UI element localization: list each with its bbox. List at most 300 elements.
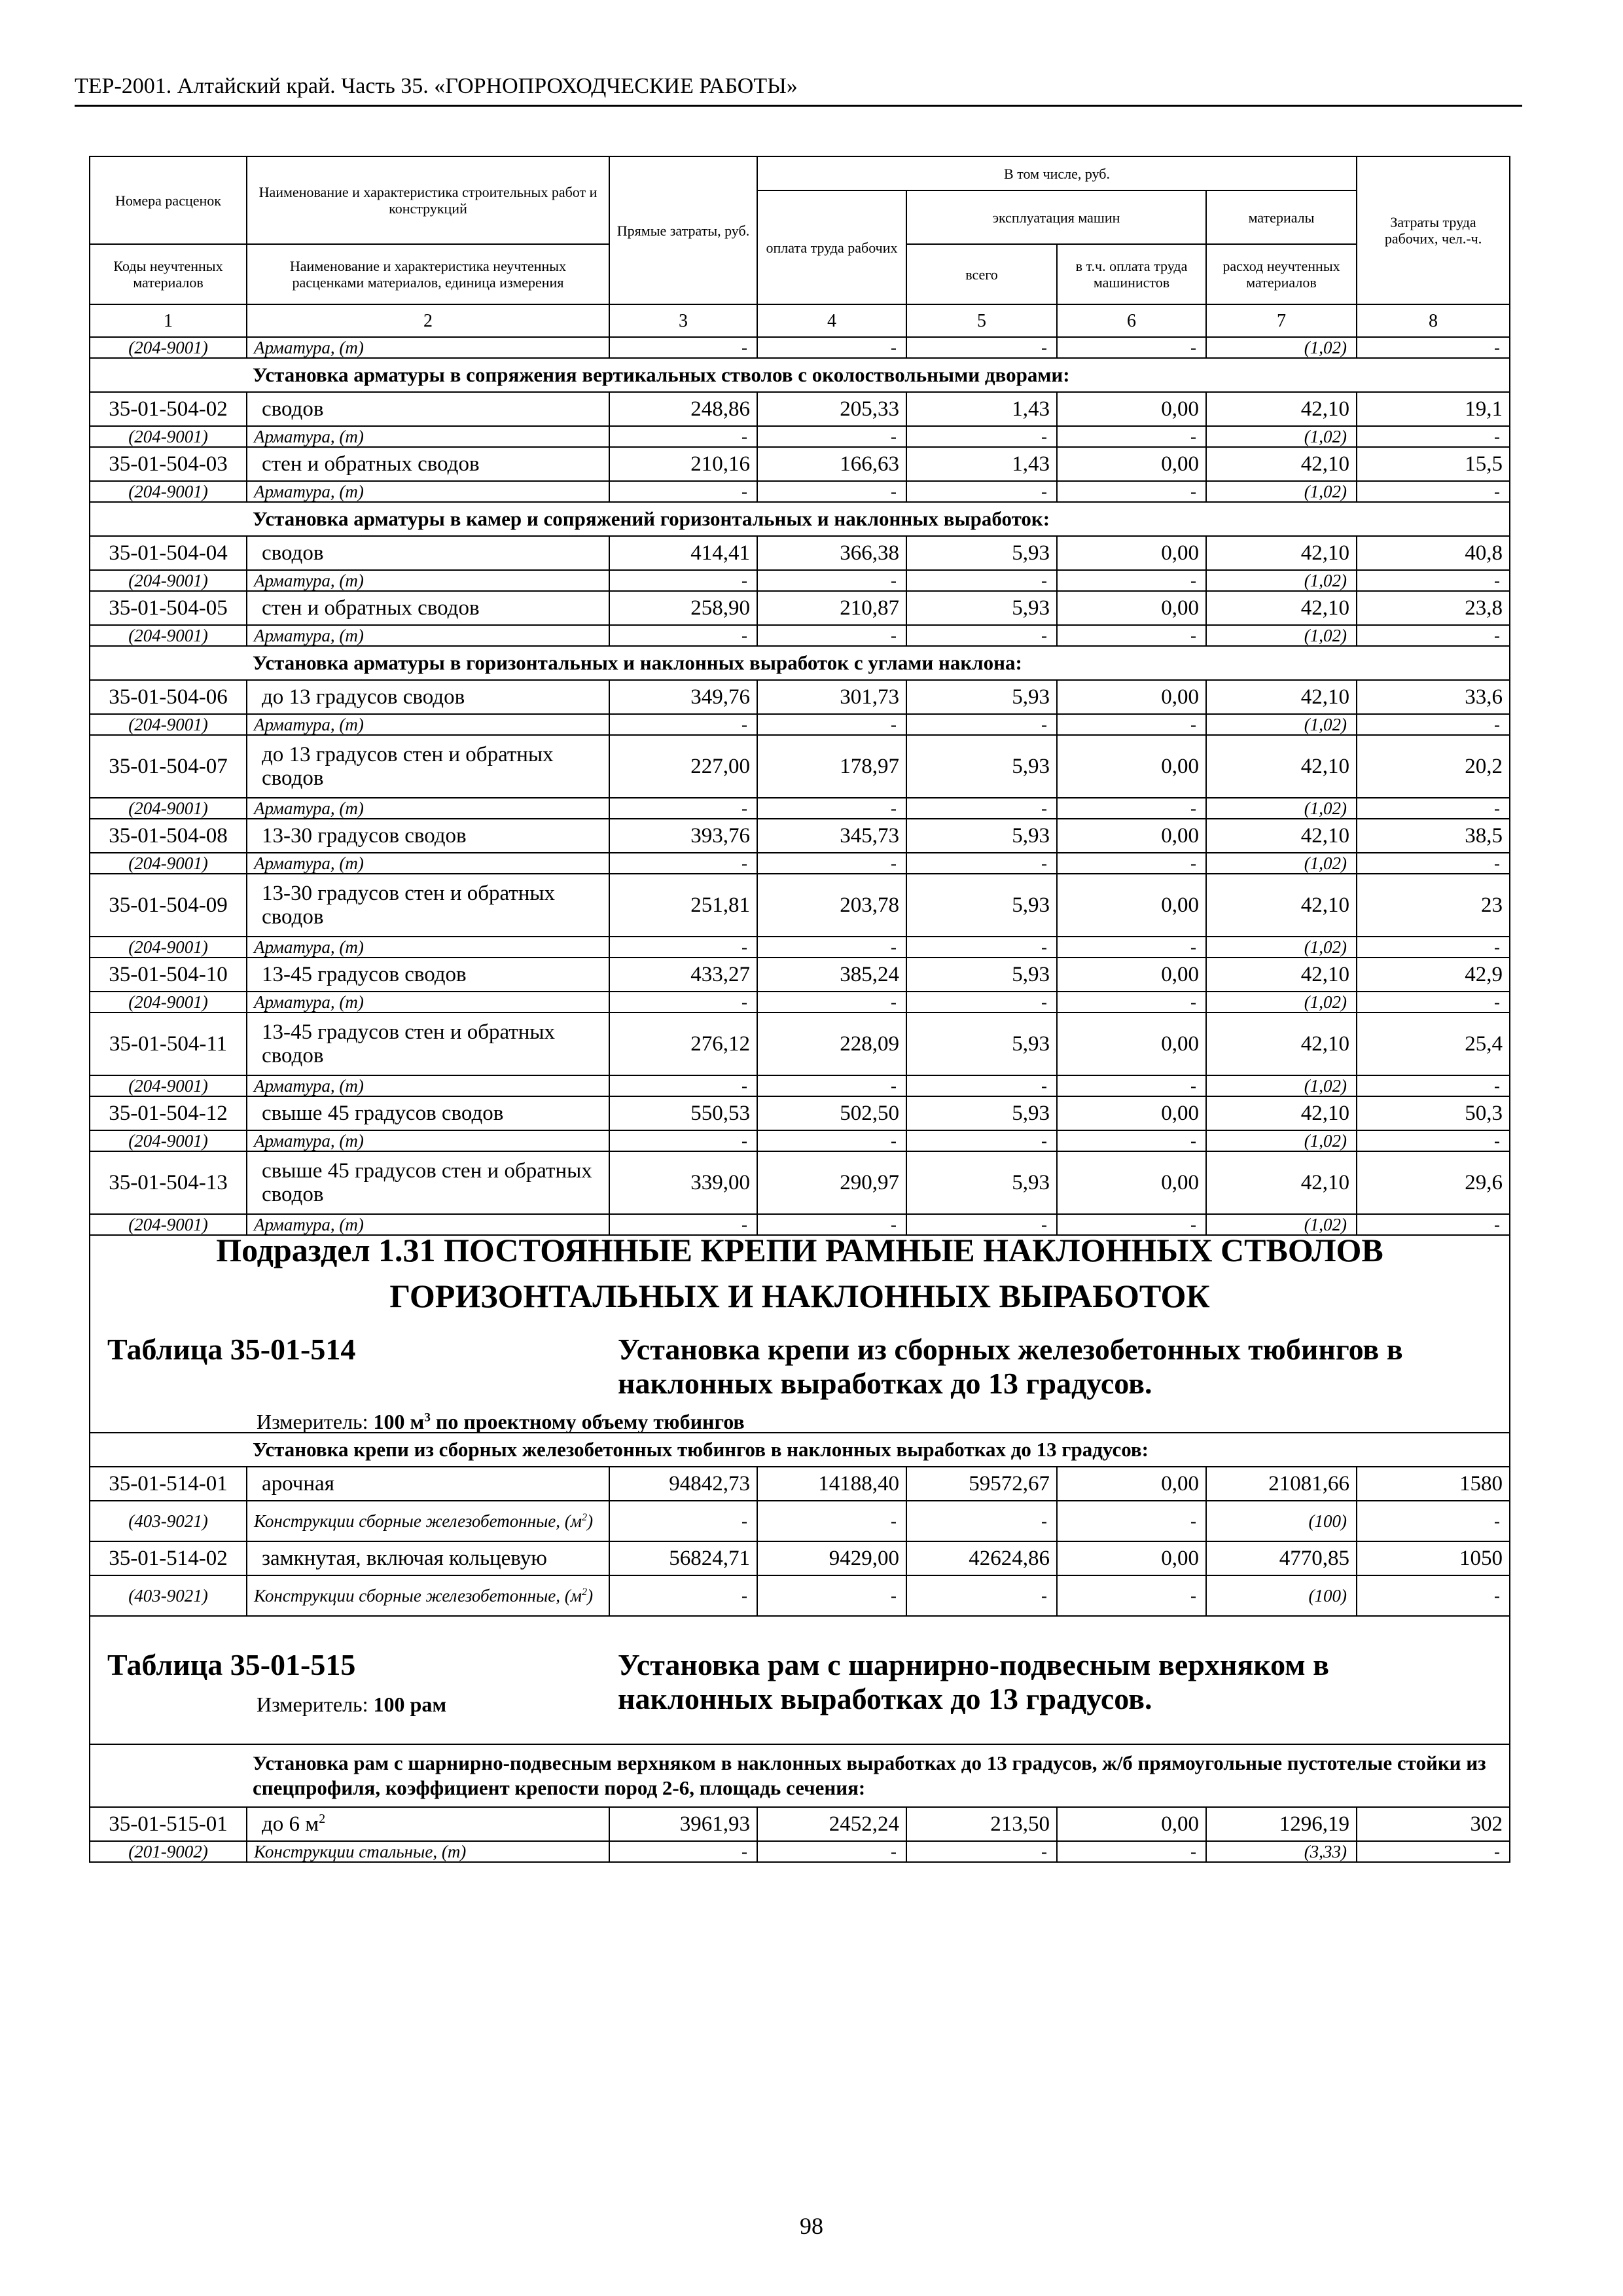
value-c3: 251,81	[609, 874, 757, 937]
value-c5: 5,93	[906, 591, 1057, 625]
value-c4: 366,38	[757, 536, 906, 570]
value-c4: -	[757, 714, 906, 735]
header-direct-costs: Прямые затраты, руб.	[609, 156, 757, 304]
meter	[257, 1693, 446, 1716]
table-number: Таблица 35-01-514	[107, 1333, 356, 1366]
name-text: Конструкции сборные железобетонные, (м	[254, 1511, 582, 1531]
value-c4: 2452,24	[757, 1807, 906, 1841]
value-c6: -	[1057, 853, 1206, 874]
value-c5: -	[906, 1075, 1057, 1096]
work-name	[247, 819, 609, 853]
name-tail: )	[587, 1586, 594, 1605]
rate-row	[90, 536, 1510, 570]
value-c6: -	[1057, 1075, 1206, 1096]
material-row	[90, 1575, 1510, 1616]
material-row	[90, 337, 1510, 358]
material-name	[247, 714, 609, 735]
value-c6: -	[1057, 1501, 1206, 1541]
value-c7: (1,02)	[1206, 481, 1357, 502]
value-c7: (1,02)	[1206, 337, 1357, 358]
value-c3: -	[609, 1214, 757, 1235]
rate-row	[90, 591, 1510, 625]
material-code: (403-9021)	[90, 1575, 247, 1616]
value-c4: 290,97	[757, 1151, 906, 1214]
value-c7: 42,10	[1206, 1096, 1357, 1130]
rate-row	[90, 1096, 1510, 1130]
material-code: (403-9021)	[90, 1501, 247, 1541]
value-c8: 25,4	[1357, 1013, 1510, 1075]
work-name	[247, 1151, 609, 1214]
name-text: свыше 45 градусов стен и обратных сводов	[262, 1159, 592, 1206]
material-name	[247, 337, 609, 358]
rate-row	[90, 874, 1510, 937]
value-c7: (1,02)	[1206, 625, 1357, 646]
value-c6: -	[1057, 481, 1206, 502]
work-name	[247, 680, 609, 714]
header-machines: эксплуатация машин	[906, 190, 1206, 244]
material-name	[247, 1501, 609, 1541]
value-c3: 248,86	[609, 392, 757, 426]
value-c5: -	[906, 714, 1057, 735]
column-number: 5	[906, 304, 1057, 337]
material-name	[247, 853, 609, 874]
value-c3: -	[609, 714, 757, 735]
value-c4: -	[757, 426, 906, 447]
value-c5: -	[906, 1130, 1057, 1151]
value-c3: 227,00	[609, 735, 757, 798]
rate-row	[90, 1151, 1510, 1214]
rate-row	[90, 680, 1510, 714]
rate-code: 35-01-504-11	[90, 1013, 247, 1075]
value-c8: 42,9	[1357, 958, 1510, 992]
rate-row	[90, 1807, 1510, 1841]
name-text: Арматура, (т)	[254, 1131, 364, 1151]
rate-code: 35-01-504-06	[90, 680, 247, 714]
material-name	[247, 1575, 609, 1616]
value-c5: 59572,67	[906, 1467, 1057, 1501]
material-code: (204-9001)	[90, 937, 247, 958]
value-c6: 0,00	[1057, 1807, 1206, 1841]
value-c6: -	[1057, 1214, 1206, 1235]
value-c3: -	[609, 337, 757, 358]
work-name	[247, 735, 609, 798]
value-c5: 5,93	[906, 536, 1057, 570]
material-row	[90, 853, 1510, 874]
material-row	[90, 714, 1510, 735]
subsection-title-line2: ГОРИЗОНТАЛЬНЫХ И НАКЛОННЫХ ВЫРАБОТОК	[389, 1278, 1210, 1314]
value-c8: -	[1357, 992, 1510, 1013]
value-c8: -	[1357, 570, 1510, 591]
value-c7: (1,02)	[1206, 714, 1357, 735]
work-name	[247, 536, 609, 570]
value-c4: -	[757, 937, 906, 958]
meter-unit-power: 3	[424, 1410, 431, 1425]
value-c5: 5,93	[906, 874, 1057, 937]
value-c3: -	[609, 570, 757, 591]
value-c8: 302	[1357, 1807, 1510, 1841]
value-c5: 5,93	[906, 819, 1057, 853]
section-heading: Установка рам с шарнирно-подвесным верхняком в наклонных выработках до 13 градусов, ж/б прямоугольные пустотелые стойки из спецпрофиля, коэффициент крепости пород 2-6, площадь сечения:	[90, 1744, 1510, 1807]
rate-row	[90, 1013, 1510, 1075]
material-name	[247, 426, 609, 447]
value-c5: 5,93	[906, 958, 1057, 992]
value-c5: -	[906, 853, 1057, 874]
name-text: сводов	[262, 397, 324, 421]
header-rate-numbers: Номера расценок	[90, 156, 247, 244]
material-name	[247, 992, 609, 1013]
value-c5: 1,43	[906, 392, 1057, 426]
name-text: Конструкции сборные железобетонные, (м	[254, 1586, 582, 1605]
value-c3: -	[609, 992, 757, 1013]
name-text: стен и обратных сводов	[262, 452, 480, 476]
meter-value	[374, 1410, 745, 1433]
value-c6: 0,00	[1057, 1467, 1206, 1501]
section-heading-row	[90, 502, 1510, 536]
table-title: Установка рам с шарнирно-подвесным верхняком в наклонных выработках до 13 градусов.	[618, 1648, 1329, 1715]
work-name	[247, 392, 609, 426]
value-c6: 0,00	[1057, 874, 1206, 937]
table-title: Установка крепи из сборных железобетонных тюбингов в наклонных выработках до 13 градусов.	[618, 1333, 1403, 1400]
value-c4: 345,73	[757, 819, 906, 853]
value-c7: (1,02)	[1206, 992, 1357, 1013]
rate-code: 35-01-504-09	[90, 874, 247, 937]
material-code: (204-9001)	[90, 1130, 247, 1151]
rate-row	[90, 447, 1510, 481]
name-text: 13-30 градусов сводов	[262, 824, 467, 848]
work-name	[247, 1807, 609, 1841]
value-c8: -	[1357, 937, 1510, 958]
value-c3: -	[609, 853, 757, 874]
material-name	[247, 481, 609, 502]
name-text: до 13 градусов сводов	[262, 685, 465, 709]
material-row	[90, 1130, 1510, 1151]
value-c7: (1,02)	[1206, 570, 1357, 591]
rate-row	[90, 1467, 1510, 1501]
section-heading: Установка крепи из сборных железобетонных тюбингов в наклонных выработках до 13 градусов:	[90, 1433, 1510, 1467]
value-c4: -	[757, 1130, 906, 1151]
rate-code: 35-01-514-02	[90, 1541, 247, 1575]
value-c7: (1,02)	[1206, 1214, 1357, 1235]
value-c3: -	[609, 481, 757, 502]
value-c4: 178,97	[757, 735, 906, 798]
value-c6: -	[1057, 337, 1206, 358]
page-number: 98	[800, 2213, 823, 2239]
rate-code: 35-01-504-12	[90, 1096, 247, 1130]
rate-code: 35-01-504-08	[90, 819, 247, 853]
name-text: Арматура, (т)	[254, 937, 364, 957]
value-c8: -	[1357, 1841, 1510, 1862]
name-text: 13-45 градусов сводов	[262, 963, 467, 986]
value-c8: -	[1357, 481, 1510, 502]
section-heading-row	[90, 358, 1510, 392]
name-text: Арматура, (т)	[254, 798, 364, 818]
name-superscript: 2	[319, 1812, 326, 1826]
value-c3: 414,41	[609, 536, 757, 570]
material-code: (204-9001)	[90, 1075, 247, 1096]
material-name	[247, 798, 609, 819]
column-number: 2	[247, 304, 609, 337]
running-header: ТЕР-2001. Алтайский край. Часть 35. «ГОРНОПРОХОДЧЕСКИЕ РАБОТЫ»	[75, 74, 798, 98]
value-c4: -	[757, 1501, 906, 1541]
material-name	[247, 1130, 609, 1151]
value-c6: 0,00	[1057, 1151, 1206, 1214]
value-c5: -	[906, 992, 1057, 1013]
value-c7: (1,02)	[1206, 853, 1357, 874]
name-text: Арматура, (т)	[254, 571, 364, 590]
material-name	[247, 1841, 609, 1862]
value-c4: -	[757, 992, 906, 1013]
value-c7: 42,10	[1206, 735, 1357, 798]
name-text: стен и обратных сводов	[262, 596, 480, 620]
value-c3: 56824,71	[609, 1541, 757, 1575]
meter-unit: 100 м	[373, 1410, 425, 1433]
table-number: Таблица 35-01-515	[107, 1648, 356, 1681]
value-c6: -	[1057, 1575, 1206, 1616]
value-c4: 203,78	[757, 874, 906, 937]
value-c5: -	[906, 1841, 1057, 1862]
rate-code: 35-01-504-07	[90, 735, 247, 798]
material-row	[90, 1841, 1510, 1862]
value-c8: -	[1357, 853, 1510, 874]
name-superscript: 2	[582, 1586, 588, 1598]
value-c7: 42,10	[1206, 819, 1357, 853]
rate-row	[90, 958, 1510, 992]
meter-label: Измеритель:	[257, 1693, 368, 1716]
name-text: 13-45 градусов стен и обратных сводов	[262, 1020, 556, 1067]
value-c4: 502,50	[757, 1096, 906, 1130]
value-c4: -	[757, 625, 906, 646]
name-text: сводов	[262, 541, 324, 565]
value-c8: 23	[1357, 874, 1510, 937]
value-c8: 19,1	[1357, 392, 1510, 426]
material-row	[90, 992, 1510, 1013]
value-c6: 0,00	[1057, 1541, 1206, 1575]
material-code: (204-9001)	[90, 1214, 247, 1235]
value-c6: 0,00	[1057, 392, 1206, 426]
value-c7: (100)	[1206, 1575, 1357, 1616]
section-heading-row	[90, 646, 1510, 680]
value-c6: 0,00	[1057, 591, 1206, 625]
material-code: (204-9001)	[90, 337, 247, 358]
value-c4: 210,87	[757, 591, 906, 625]
value-c3: 433,27	[609, 958, 757, 992]
header-machines-total: всего	[906, 244, 1057, 304]
value-c8: 40,8	[1357, 536, 1510, 570]
title-block-cell	[90, 1232, 1510, 1433]
value-c7: 42,10	[1206, 536, 1357, 570]
rate-code: 35-01-514-01	[90, 1467, 247, 1501]
value-c5: 5,93	[906, 735, 1057, 798]
rate-code: 35-01-504-04	[90, 536, 247, 570]
column-number: 8	[1357, 304, 1510, 337]
value-c7: 42,10	[1206, 680, 1357, 714]
value-c6: -	[1057, 570, 1206, 591]
value-c7: (1,02)	[1206, 937, 1357, 958]
value-c4: -	[757, 853, 906, 874]
section-heading: Установка арматуры в камер и сопряжений горизонтальных и наклонных выработок:	[90, 502, 1510, 536]
value-c3: 94842,73	[609, 1467, 757, 1501]
value-c8: 15,5	[1357, 447, 1510, 481]
section-heading: Установка арматуры в горизонтальных и наклонных выработок с углами наклона:	[90, 646, 1510, 680]
value-c7: (1,02)	[1206, 1130, 1357, 1151]
value-c8: -	[1357, 1501, 1510, 1541]
work-name	[247, 1541, 609, 1575]
value-c3: 258,90	[609, 591, 757, 625]
work-name	[247, 1096, 609, 1130]
value-c4: 9429,00	[757, 1541, 906, 1575]
value-c6: 0,00	[1057, 680, 1206, 714]
name-text: свыше 45 градусов сводов	[262, 1102, 504, 1125]
value-c5: 5,93	[906, 1151, 1057, 1214]
value-c5: -	[906, 798, 1057, 819]
value-c4: -	[757, 337, 906, 358]
value-c3: 339,00	[609, 1151, 757, 1214]
value-c6: -	[1057, 426, 1206, 447]
value-c3: -	[609, 1501, 757, 1541]
value-c8: 33,6	[1357, 680, 1510, 714]
value-c7: (100)	[1206, 1501, 1357, 1541]
rate-row	[90, 1541, 1510, 1575]
header-wages: оплата труда рабочих	[757, 190, 906, 304]
value-c5: 42624,86	[906, 1541, 1057, 1575]
meter	[257, 1410, 745, 1433]
material-row	[90, 481, 1510, 502]
meter-basis: по проектному объему тюбингов	[435, 1410, 745, 1433]
value-c6: 0,00	[1057, 735, 1206, 798]
value-c7: 1296,19	[1206, 1807, 1357, 1841]
value-c5: -	[906, 426, 1057, 447]
value-c6: -	[1057, 714, 1206, 735]
work-name	[247, 874, 609, 937]
value-c3: -	[609, 1841, 757, 1862]
value-c5: -	[906, 625, 1057, 646]
value-c3: -	[609, 1130, 757, 1151]
value-c5: 5,93	[906, 1013, 1057, 1075]
column-number: 1	[90, 304, 247, 337]
value-c5: 213,50	[906, 1807, 1057, 1841]
rate-code: 35-01-515-01	[90, 1807, 247, 1841]
material-name	[247, 1075, 609, 1096]
name-text: арочная	[262, 1472, 334, 1496]
material-row	[90, 625, 1510, 646]
value-c6: 0,00	[1057, 447, 1206, 481]
title-block-cell	[90, 1616, 1510, 1744]
value-c5: -	[906, 570, 1057, 591]
value-c5: -	[906, 481, 1057, 502]
material-code: (204-9001)	[90, 992, 247, 1013]
value-c4: 228,09	[757, 1013, 906, 1075]
header-materials: материалы	[1206, 190, 1357, 244]
value-c8: -	[1357, 1214, 1510, 1235]
value-c8: -	[1357, 426, 1510, 447]
name-text: Арматура, (т)	[254, 715, 364, 734]
value-c4: -	[757, 481, 906, 502]
value-c5: -	[906, 337, 1057, 358]
header-work-name: Наименование и характеристика строительных работ и конструкций	[247, 156, 609, 244]
header-material-consumption: расход неучтенных материалов	[1206, 244, 1357, 304]
table-header	[89, 156, 1510, 338]
section-heading: Установка арматуры в сопряжения вертикальных стволов с околоствольными дворами:	[90, 358, 1510, 392]
value-c7: (1,02)	[1206, 798, 1357, 819]
value-c4: 205,33	[757, 392, 906, 426]
meter-value	[374, 1693, 447, 1716]
material-row	[90, 426, 1510, 447]
value-c6: -	[1057, 1841, 1206, 1862]
value-c5: -	[906, 1501, 1057, 1541]
value-c5: 1,43	[906, 447, 1057, 481]
value-c8: 23,8	[1357, 591, 1510, 625]
name-text: Конструкции стальные, (т)	[254, 1842, 467, 1861]
name-text: Арматура, (т)	[254, 427, 364, 446]
value-c6: -	[1057, 625, 1206, 646]
value-c3: -	[609, 426, 757, 447]
material-name	[247, 625, 609, 646]
value-c4: 301,73	[757, 680, 906, 714]
subsection-title: Подраздел 1.31 ПОСТОЯННЫЕ КРЕПИ РАМНЫЕ НАКЛОННЫХ СТВОЛОВ	[216, 1232, 1383, 1268]
value-c7: 42,10	[1206, 874, 1357, 937]
material-name	[247, 937, 609, 958]
value-c4: -	[757, 1214, 906, 1235]
value-c3: 349,76	[609, 680, 757, 714]
work-name	[247, 591, 609, 625]
value-c3: -	[609, 937, 757, 958]
value-c4: 385,24	[757, 958, 906, 992]
value-c3: 3961,93	[609, 1807, 757, 1841]
work-name	[247, 447, 609, 481]
value-c8: -	[1357, 1075, 1510, 1096]
work-name	[247, 1467, 609, 1501]
header-including: В том числе, руб.	[757, 156, 1357, 190]
column-number: 3	[609, 304, 757, 337]
value-c8: -	[1357, 1575, 1510, 1616]
value-c8: -	[1357, 625, 1510, 646]
value-c4: -	[757, 798, 906, 819]
name-text: Арматура, (т)	[254, 338, 364, 357]
value-c8: 20,2	[1357, 735, 1510, 798]
value-c4: -	[757, 1075, 906, 1096]
column-number: 6	[1057, 304, 1206, 337]
value-c5: -	[906, 1575, 1057, 1616]
value-c8: 1050	[1357, 1541, 1510, 1575]
material-row	[90, 1501, 1510, 1541]
value-c8: -	[1357, 714, 1510, 735]
value-c3: 210,16	[609, 447, 757, 481]
rate-row	[90, 392, 1510, 426]
material-row	[90, 570, 1510, 591]
value-c6: 0,00	[1057, 536, 1206, 570]
value-c8: 1580	[1357, 1467, 1510, 1501]
name-text: Арматура, (т)	[254, 482, 364, 501]
header-rule	[75, 105, 1522, 107]
material-code: (201-9002)	[90, 1841, 247, 1862]
value-c6: -	[1057, 992, 1206, 1013]
name-superscript: 2	[582, 1511, 588, 1523]
value-c4: 14188,40	[757, 1467, 906, 1501]
value-c7: 42,10	[1206, 1013, 1357, 1075]
material-code: (204-9001)	[90, 481, 247, 502]
value-c8: -	[1357, 1130, 1510, 1151]
name-text: Арматура, (т)	[254, 1076, 364, 1096]
value-c3: -	[609, 1575, 757, 1616]
value-c7: (1,02)	[1206, 426, 1357, 447]
value-c8: 50,3	[1357, 1096, 1510, 1130]
material-code: (204-9001)	[90, 798, 247, 819]
material-code: (204-9001)	[90, 570, 247, 591]
value-c7: 4770,85	[1206, 1541, 1357, 1575]
value-c3: -	[609, 1075, 757, 1096]
rate-row	[90, 735, 1510, 798]
value-c4: -	[757, 1575, 906, 1616]
